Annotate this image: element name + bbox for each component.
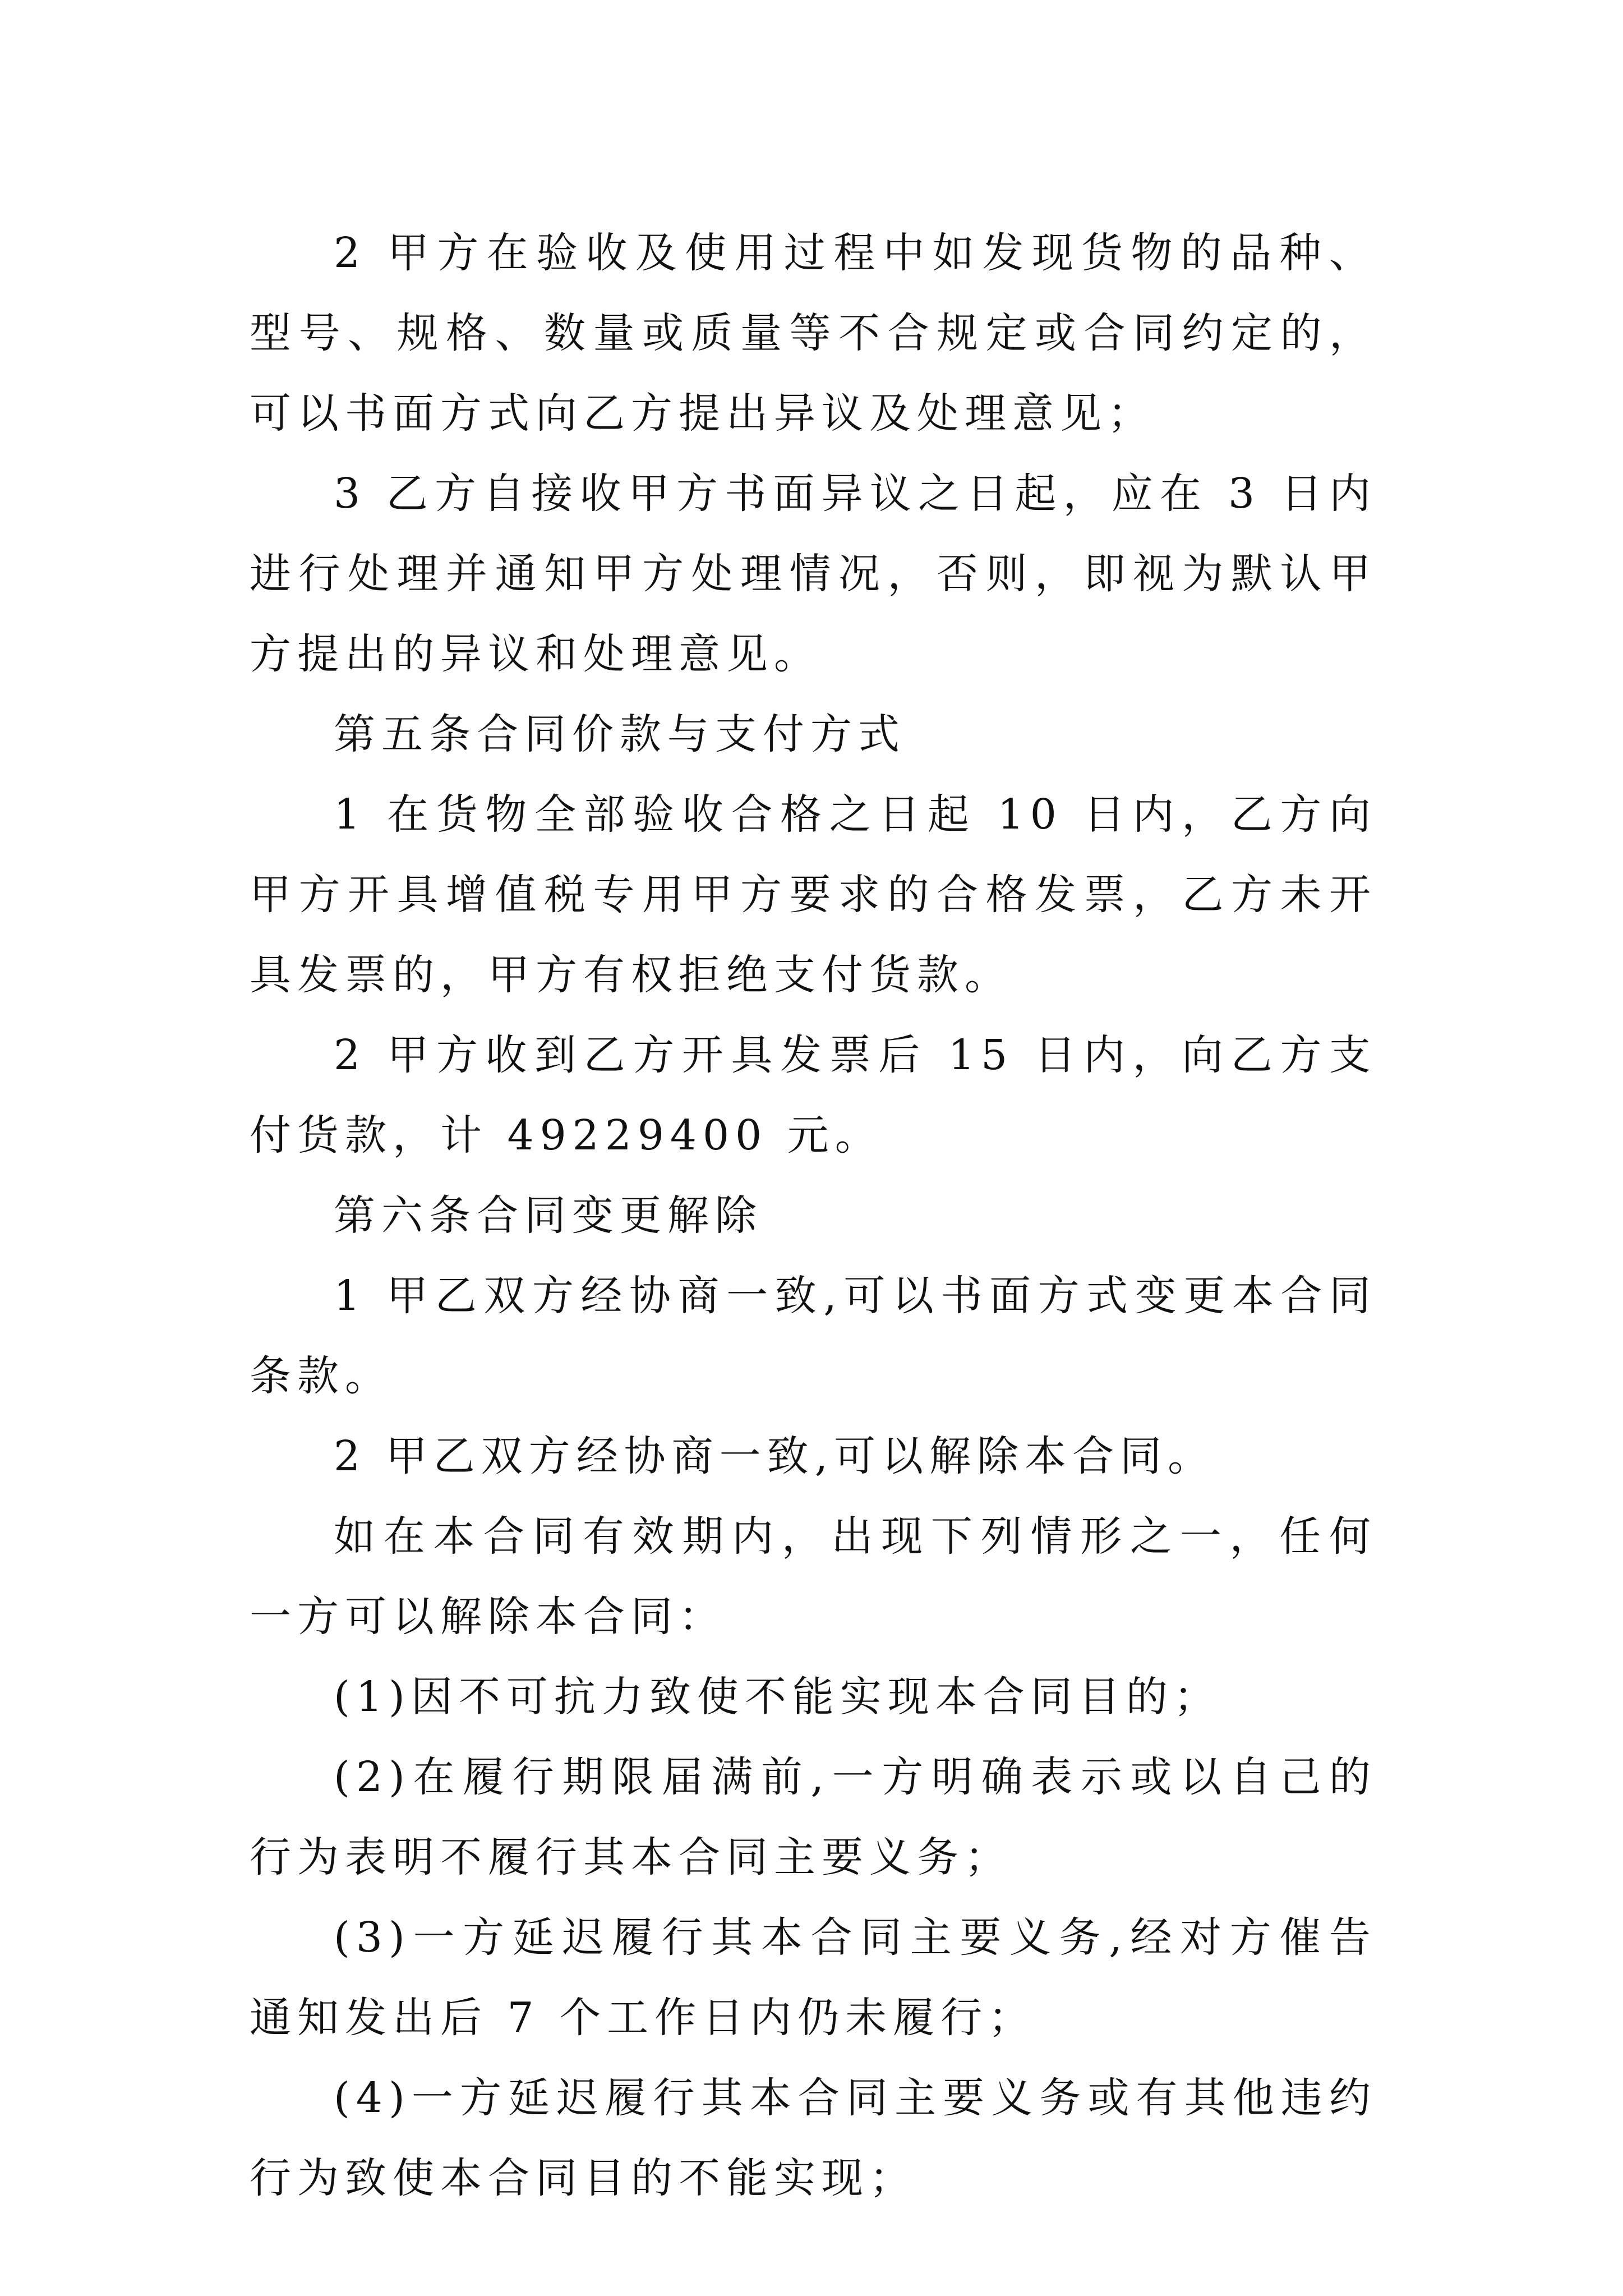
document-body [250,213,1377,2219]
paragraph-amendment: 1 甲乙双方经协商一致,可以书面方式变更本合同条款。 [250,1272,1377,1400]
paragraph-objection-handling: 3 乙方自接收甲方书面异议之日起，应在 3 日内进行处理并通知甲方处理情况，否则，即视为默认甲方提出的异议和处理意见。 [250,470,1377,678]
list-item-delayed-performance: (3)一方延迟履行其本合同主要义务,经对方催告通知发出后 7 个工作日内仍未履行； [250,1913,1377,2042]
article-6-heading: 第六条合同变更解除 [334,1191,763,1240]
paragraph-defect-objection: 2 甲方在验收及使用过程中如发现货物的品种、型号、规格、数量或质量等不合规定或合同约定的，可以书面方式向乙方提出异议及处理意见； [250,229,1377,438]
paragraph-termination-by-agreement: 2 甲乙双方经协商一致,可以解除本合同。 [334,1432,1216,1480]
list-item-fundamental-breach: (4)一方延迟履行其本合同主要义务或有其他违约行为致使本合同目的不能实现； [250,2074,1377,2202]
paragraph-invoice: 1 在货物全部验收合格之日起 10 日内，乙方向甲方开具增值税专用甲方要求的合格发票，乙方未开具发票的，甲方有权拒绝支付货款。 [250,790,1377,999]
paragraph-payment: 2 甲方收到乙方开具发票后 15 日内，向乙方支付货款，计 49229400 元。 [250,1031,1377,1159]
list-item-anticipatory-breach: (2)在履行期限届满前,一方明确表示或以自己的行为表明不履行其本合同主要义务； [250,1753,1377,1881]
paragraph-termination-conditions: 如在本合同有效期内，出现下列情形之一，任何一方可以解除本合同： [250,1512,1377,1641]
list-item-force-majeure: (1)因不可抗力致使不能实现本合同目的； [334,1673,1221,1721]
article-5-heading: 第五条合同价款与支付方式 [334,710,906,758]
